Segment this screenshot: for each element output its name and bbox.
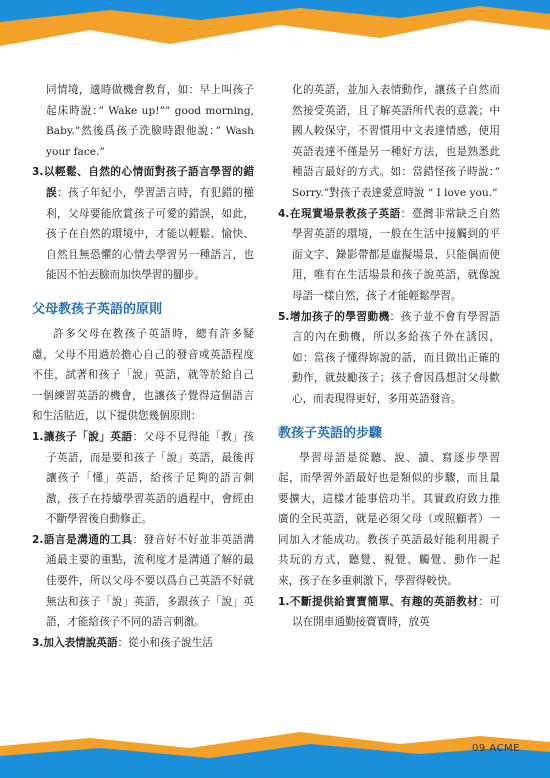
list-item (32, 633, 254, 654)
item-text: ：孩子並不會有學習語言的內在動機，所以多給孩子外在誘因，如：當孩子懂得妳說的話，而且做出正確的動作，就鼓勵孩子；孩子會因爲想討父母歡心，而表現得更好，多用英語發音。 (292, 310, 501, 405)
top-decorative-band (0, 0, 550, 70)
left-column (32, 80, 254, 653)
item-title: 以輕鬆、自然的心情面對孩子語言學習的錯誤 (43, 166, 254, 199)
list-item (278, 307, 500, 410)
section-heading-principles: 父母教孩子英語的原則 (32, 301, 163, 317)
item-number: 5. (278, 310, 290, 323)
list-item (32, 427, 254, 530)
list-item (278, 592, 500, 633)
item-title: 在現實場景教孩子英語 (289, 207, 401, 220)
intro-continuation: 同情境，適時做機會教育，如：早上叫孩子起床時說：” Wake up!”” good morning, Baby.”然後爲孩子洗臉時跟他說：” Wash your face.” (46, 84, 254, 158)
item-title: 加入表情說英語 (43, 636, 118, 649)
steps-paragraph: 學習母語是從聽、說、讀、寫逐步學習起，而學習外語最好也是類似的步驟，而且量要擴大，這樣才能事倍功半。其實政府致力推廣的全民英語，就是必須父母（或照顧者）一同加入才能成功。教孩子英語最好能利用親子共玩的方式，聽覺、視覺、觸覺、動作一起來，孩子在多重刺激下，學習得較快。 (278, 451, 500, 588)
page-footer: 09 ACME (472, 743, 520, 754)
item-text: ：臺灣非常缺乏自然學習英語的環境，一般在生活中接觸到的平面文字、錄影帶都是虛擬場景，只能偶而使用，唯有在生活場景和孩子說英語，就像說母語一樣自然，孩子才能輕鬆學習。 (292, 207, 500, 302)
item-text: ：可以在開車通勤接寶寶時，放英 (292, 595, 501, 629)
item-title: 語言是溝通的工具 (43, 533, 133, 546)
list-item (278, 204, 500, 307)
item-number: 1. (278, 595, 290, 608)
item-3-continuation: 化的英語，並加入表情動作，讓孩子自然而然接受英語，且了解英語所代表的意義；中國人較保守，不習慣用中文表達情感，使用英語表達不僅是另一種好方法，也是熟悉此種語言最好的方式。如：當錯怪孩子時說：” Sorry.”對孩子表達愛意時說 ” I love you.” (292, 84, 500, 199)
right-column (278, 80, 500, 633)
item-title: 不斷提供給寶寶簡單、有趣的英語教材 (289, 595, 479, 608)
section-heading-steps: 教孩子英語的步驟 (278, 425, 383, 441)
item-number: 2. (32, 533, 44, 546)
item-title: 增加孩子的學習動機 (289, 310, 390, 323)
item-text: ：發音好不好並非英語溝通最主要的重點，流利度才是溝通了解的最佳要件，所以父母不要以爲自己英語不好就無法和孩子「說」英語，多跟孩子「說」英語，才能給孩子不同的語言刺激。 (46, 533, 255, 629)
item-text: ：孩子年紀小，學習語言時，有犯錯的權利，父母要能欣賞孩子可愛的錯誤，如此，孩子在自然的環境中，才能以輕鬆、愉快、自然且無恐懼的心情去學習另一種語言，也能因不怕丟臉而加快學習的腳步。 (46, 186, 255, 282)
list-item (32, 530, 254, 633)
item-number: 1. (32, 430, 44, 443)
item-title: 讓孩子「說」英語 (43, 430, 133, 443)
bottom-decorative-band (0, 718, 550, 778)
item-number: 4. (278, 207, 290, 220)
item-number: 3. (32, 166, 44, 179)
item-text: ：從小和孩子說生活 (117, 636, 213, 649)
principles-paragraph: 許多父母在教孩子英語時，總有許多疑慮，父母不用過於擔心自己的發音或英語程度不佳，試著和孩子「說」英語，就等於給自己一個練習英語的機會，也讓孩子覺得這個語言和生活貼近，以下提供您幾個原則： (32, 327, 254, 423)
item-number: 3. (32, 636, 44, 649)
item-text: ：父母不見得能「教」孩子英語，而是要和孩子「說」英語，最後再讓孩子「懂」英語，給孩子足夠的語言刺激，孩子在持續學習英語的過程中，會經由不斷學習後自動修正。 (46, 430, 255, 526)
list-item-3-mood (32, 162, 254, 286)
